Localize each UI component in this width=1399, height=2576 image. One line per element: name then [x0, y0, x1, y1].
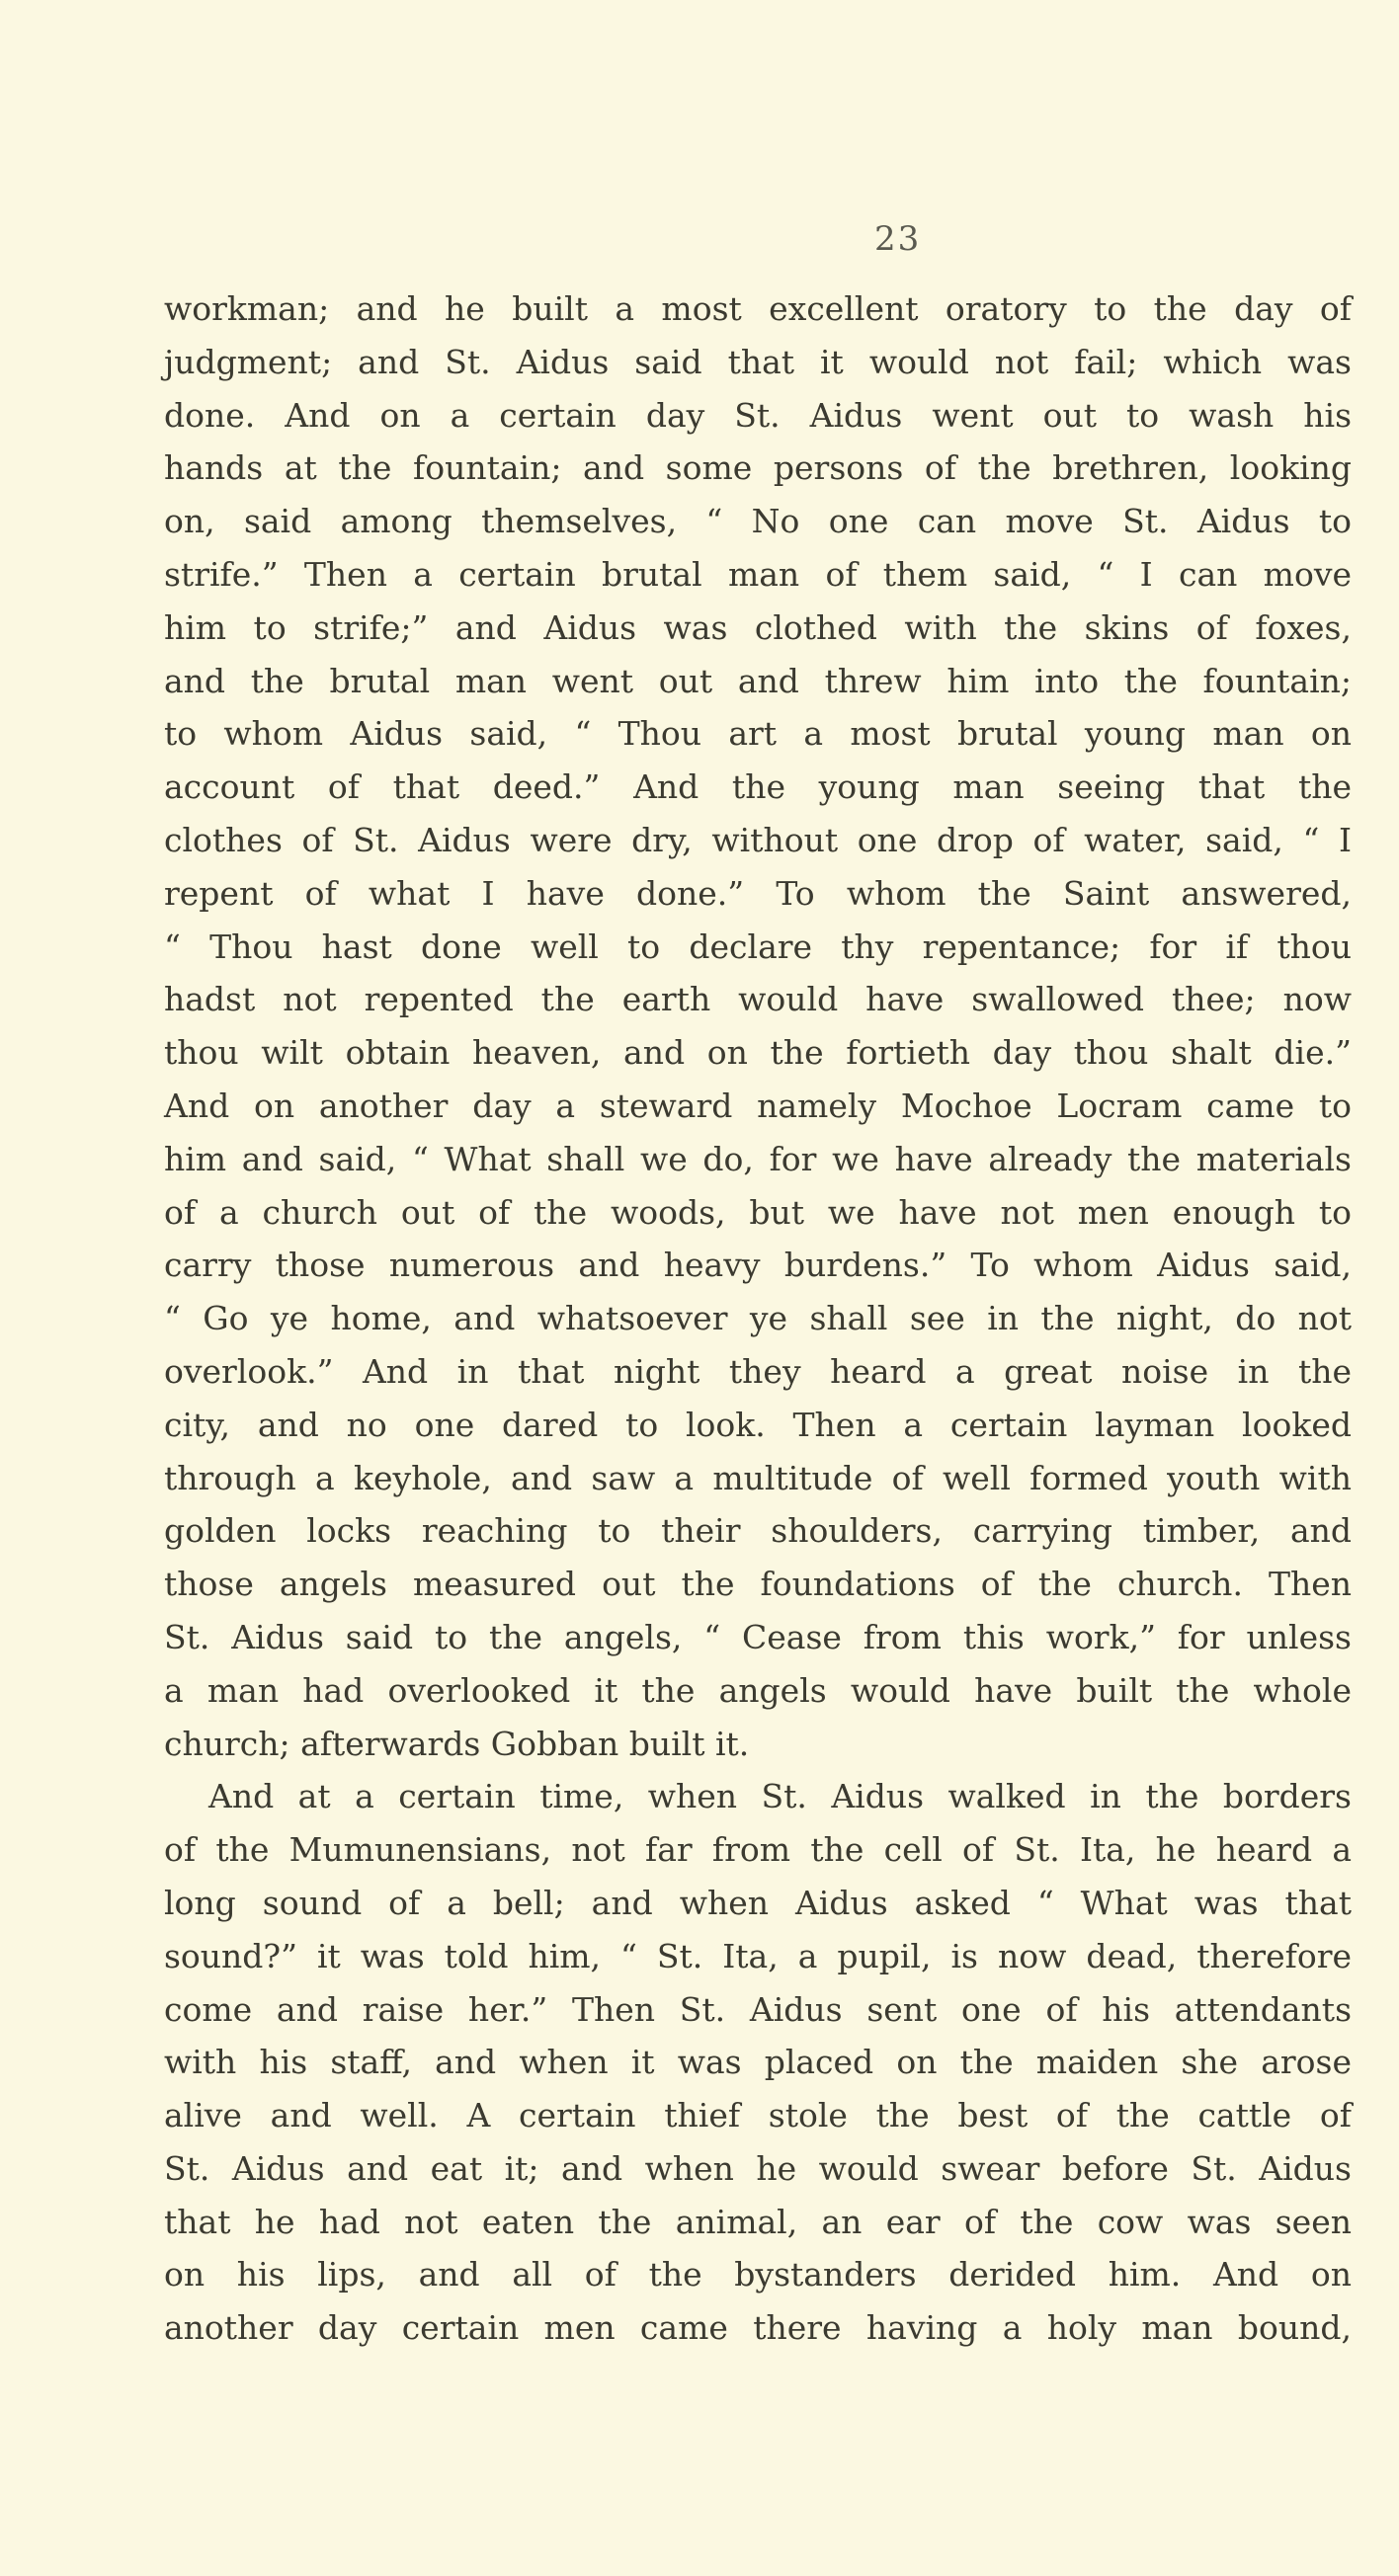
paragraph — [164, 282, 1352, 1770]
text-line: on, said among themselves, “ No one can move St. Aidus to — [164, 502, 1352, 541]
text-line: of a church out of the woods, but we have not men enough to — [164, 1192, 1352, 1232]
text-line: hadst not repented the earth would have swallowed thee; now — [164, 980, 1352, 1019]
text-line: done. And on a certain day St. Aidus went out to wash his — [164, 395, 1352, 435]
text-line: city, and no one dared to look. Then a certain layman looked — [164, 1405, 1352, 1444]
paragraph — [164, 1770, 1352, 2355]
text-line: him to strife;” and Aidus was clothed with the skins of foxes, — [164, 607, 1352, 647]
text-line: And on another day a steward namely Mochoe Locram came to — [164, 1086, 1352, 1125]
text-line: St. Aidus and eat it; and when he would swear before St. Aidus — [164, 2148, 1352, 2188]
page-body — [164, 282, 1352, 2355]
text-line: a man had overlooked it the angels would have built the whole — [164, 1670, 1352, 1710]
text-line: thou wilt obtain heaven, and on the fortieth day thou shalt die.” — [164, 1033, 1352, 1073]
text-line: through a keyhole, and saw a multitude of well formed youth with — [164, 1458, 1352, 1497]
text-line: workman; and he built a most excellent oratory to the day of — [164, 289, 1352, 328]
text-line: clothes of St. Aidus were dry, without one drop of water, said, “ I — [164, 820, 1352, 859]
text-line: on his lips, and all of the bystanders derided him. And on — [164, 2255, 1352, 2294]
text-line: overlook.” And in that night they heard a great noise in the — [164, 1351, 1352, 1391]
text-line: long sound of a bell; and when Aidus asked “ What was that — [164, 1883, 1352, 1922]
text-line: come and raise her.” Then St. Aidus sent one of his attendants — [164, 1989, 1352, 2029]
text-line: “ Thou hast done well to declare thy repentance; for if thou — [164, 926, 1352, 966]
text-line: hands at the fountain; and some persons of the brethren, looking — [164, 448, 1352, 488]
text-line: that he had not eaten the animal, an ear of the cow was seen — [164, 2202, 1352, 2241]
text-line: carry those numerous and heavy burdens.” To whom Aidus said, — [164, 1246, 1352, 1285]
text-line: and the brutal man went out and threw him into the fountain; — [164, 661, 1352, 700]
text-line: church; afterwards Gobban built it. — [164, 1724, 750, 1763]
text-line: repent of what I have done.” To whom the Saint answered, — [164, 873, 1352, 913]
text-line: strife.” Then a certain brutal man of them said, “ I can move — [164, 554, 1352, 594]
text-line: of the Mumunensians, not far from the cell of St. Ita, he heard a — [164, 1830, 1352, 1870]
text-line: those angels measured out the foundations of the church. Then — [164, 1565, 1352, 1604]
text-line: golden locks reaching to their shoulders, carrying timber, and — [164, 1511, 1352, 1551]
text-line: to whom Aidus said, “ Thou art a most brutal young man on — [164, 714, 1352, 754]
page-number: 23 — [874, 219, 922, 259]
text-line: sound?” it was told him, “ St. Ita, a pupil, is now dead, therefore — [164, 1936, 1352, 1975]
text-line: St. Aidus said to the angels, “ Cease from this work,” for unless — [164, 1617, 1352, 1656]
text-line: And at a certain time, when St. Aidus walked in the borders — [208, 1777, 1352, 1816]
text-line: “ Go ye home, and whatsoever ye shall see in the night, do not — [164, 1299, 1352, 1338]
text-line: him and said, “ What shall we do, for we have already the materials — [164, 1139, 1352, 1178]
text-line: account of that deed.” And the young man seeing that the — [164, 767, 1352, 807]
text-line: judgment; and St. Aidus said that it would not fail; which was — [164, 342, 1352, 381]
text-line: alive and well. A certain thief stole the best of the cattle of — [164, 2096, 1352, 2135]
text-line: with his staff, and when it was placed on the maiden she arose — [164, 2043, 1352, 2082]
text-line: another day certain men came there having a holy man bound, — [164, 2308, 1352, 2348]
